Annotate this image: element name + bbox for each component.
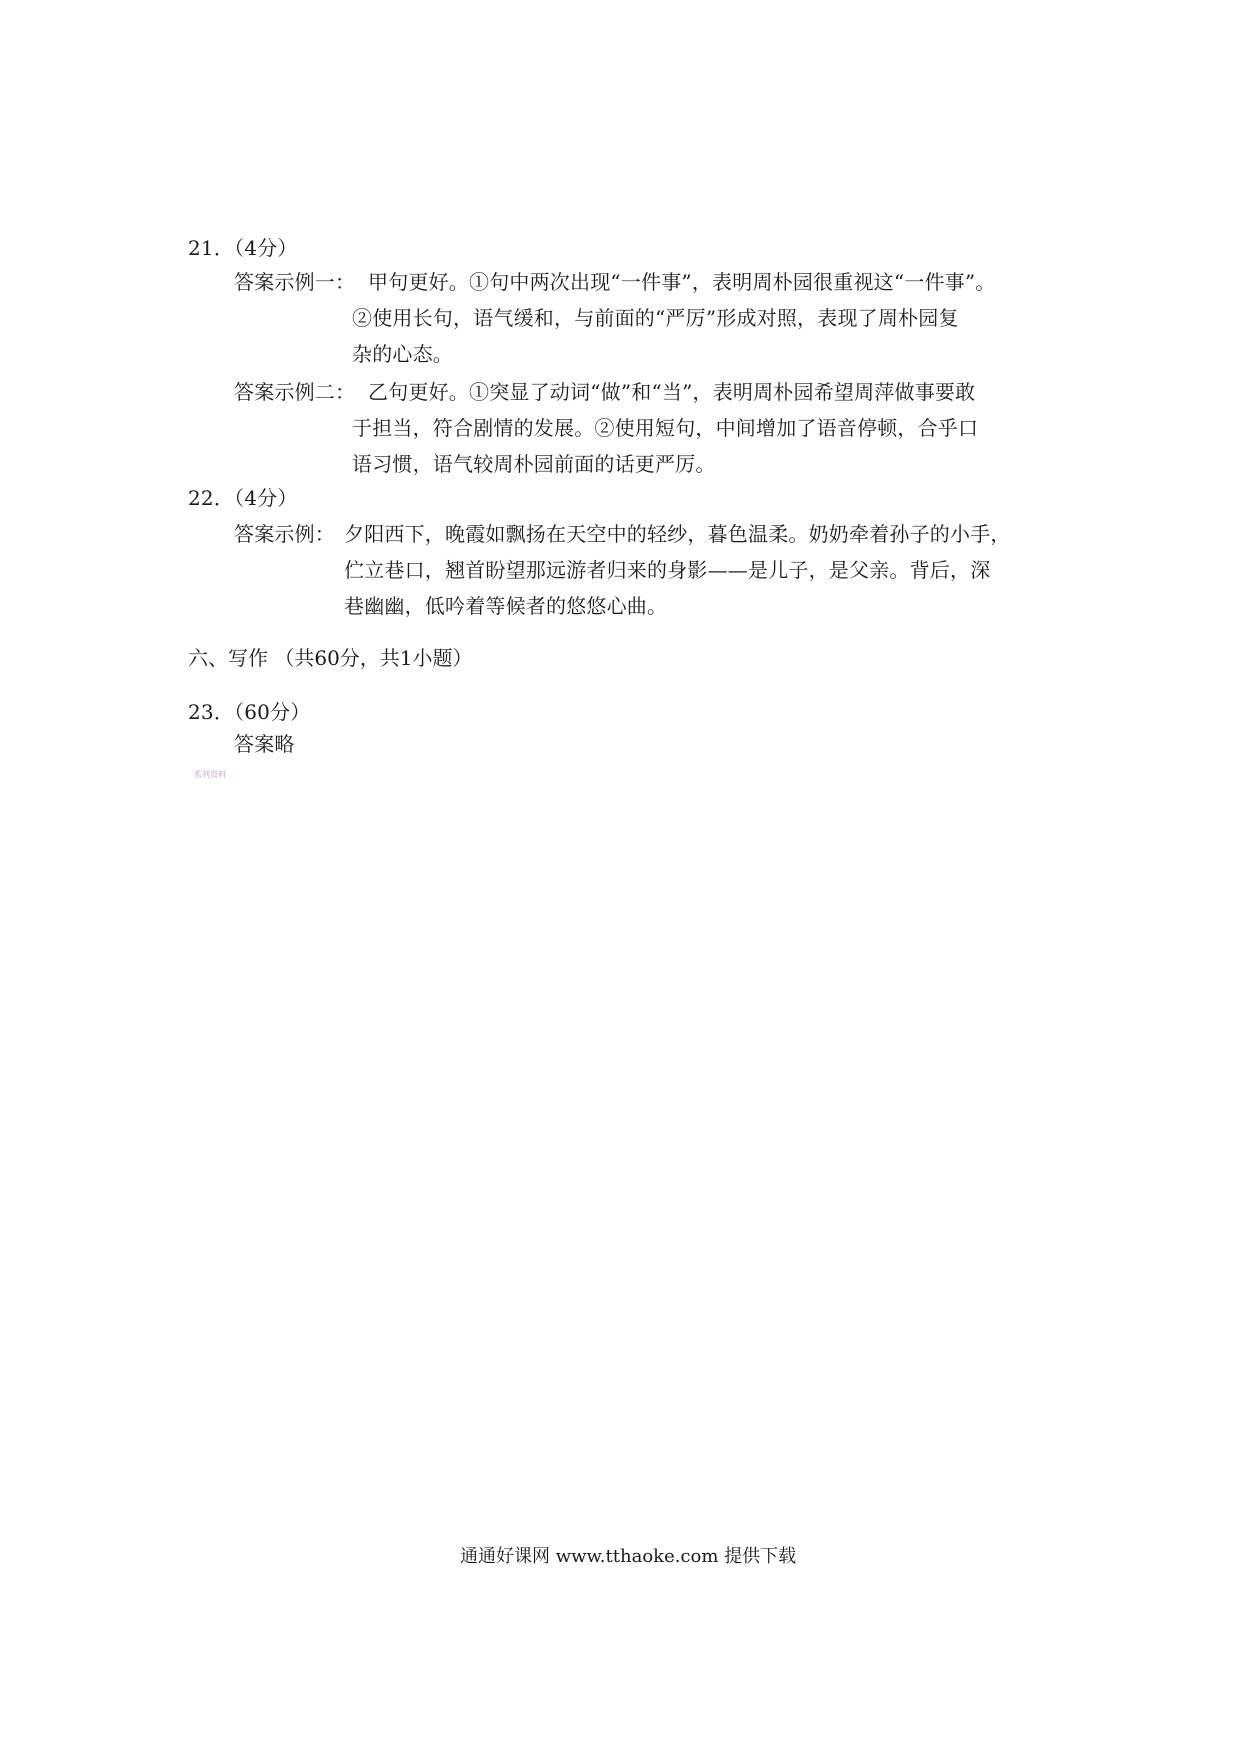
q21-example1-line1: 甲句更好。①句中两次出现“一件事”，表明周朴园很重视这“一件事”。 — [368, 270, 996, 294]
q22-example-line2: 伫立巷口，翘首盼望那远游者归来的身影——是儿子，是父亲。背后，深 — [344, 558, 991, 582]
q21-example1-label: 答案示例一： — [234, 270, 356, 294]
q21-example2-line1: 乙句更好。①突显了动词“做”和“当”，表明周朴园希望周萍做事要敢 — [368, 380, 976, 404]
q21-header: 21．（4分） — [188, 236, 298, 260]
q22-example-label: 答案示例： — [234, 522, 335, 546]
q23-answer: 答案略 — [234, 732, 295, 756]
q22-example-line3: 巷幽幽，低吟着等候者的悠悠心曲。 — [344, 594, 668, 618]
q21-example1-line2: ②使用长句，语气缓和，与前面的“严厉”形成对照，表现了周朴园复 — [352, 306, 959, 330]
q22-example-line1: 夕阳西下，晚霞如飘扬在天空中的轻纱，暮色温柔。奶奶牵着孙子的小手， — [344, 522, 1011, 546]
q21-example2-line3: 语习惯，语气较周朴园前面的话更严厉。 — [352, 452, 716, 476]
section-6-title: 六、写作 （共60分，共1小题） — [188, 646, 473, 670]
q22-header: 22．（4分） — [188, 486, 298, 510]
page-footer: 通通好课网 www.tthaoke.com 提供下载 — [460, 1546, 797, 1567]
watermark-text: 系列资料 — [194, 770, 226, 779]
q21-example1-line3: 杂的心态。 — [352, 342, 453, 366]
q21-example2-label: 答案示例二： — [234, 380, 356, 404]
q23-header: 23．（60分） — [188, 700, 311, 724]
q21-example2-line2: 于担当，符合剧情的发展。②使用短句，中间增加了语音停顿，合乎口 — [352, 416, 979, 440]
